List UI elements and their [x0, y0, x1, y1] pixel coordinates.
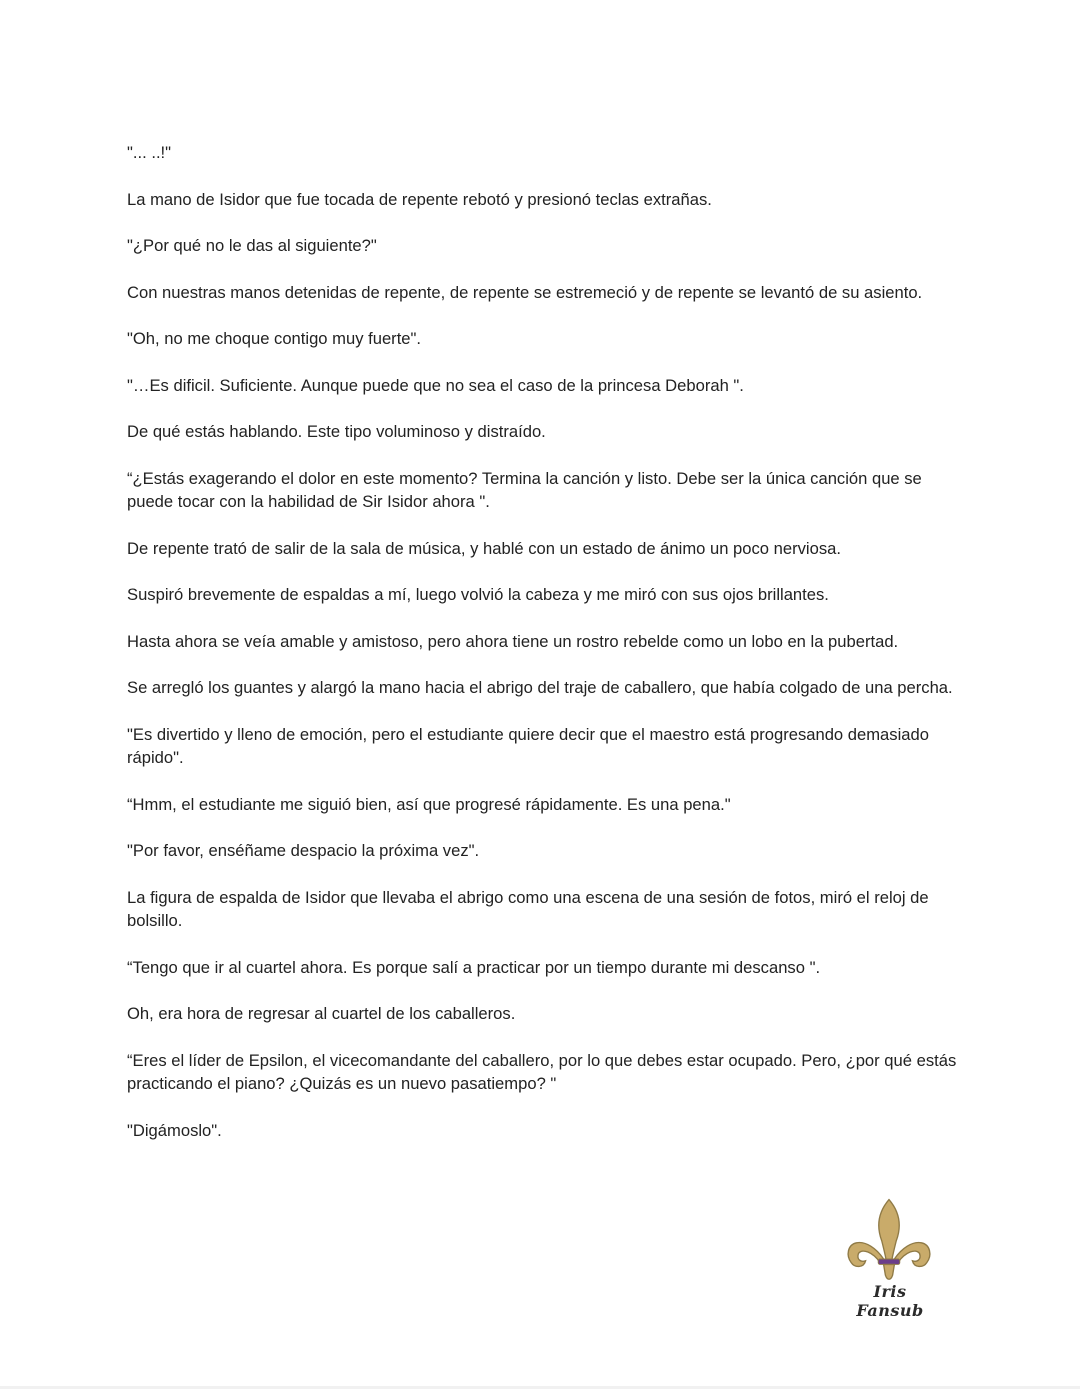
paragraph: "¿Por qué no le das al siguiente?" [127, 236, 377, 255]
paragraph: La mano de Isidor que fue tocada de repente rebotó y presionó teclas extrañas. [127, 189, 712, 209]
paragraph: "…Es dificil. Suficiente. Aunque puede que no sea el caso de la princesa Deborah ". [127, 375, 744, 395]
fleur-band [878, 1259, 900, 1264]
paragraph: "Oh, no me choque contigo muy fuerte". [127, 329, 422, 348]
paragraph: Se arregló los guantes y alargó la mano hacia el abrigo del traje de caballero, que había colgado de una percha. [127, 678, 953, 697]
paragraph: La figura de espalda de Isidor que llevaba el abrigo como una escena de una sesión de fotos, miró el reloj de bolsillo. [127, 887, 929, 930]
paragraph: Con nuestras manos detenidas de repente, de repente se estremeció y de repente se levantó de su asiento. [127, 282, 923, 302]
paragraph: Hasta ahora se veía amable y amistoso, pero ahora tiene un rostro rebelde como un lobo en la pubertad. [127, 631, 899, 651]
paragraph: “¿Estás exagerando el dolor en este momento? Termina la canción y listo. Debe ser la única canción que se puede tocar con la habilidad de Sir Isidor ahora ". [127, 468, 922, 511]
paragraph: Suspiró brevemente de espaldas a mí, luego volvió la cabeza y me miró con sus ojos brillantes. [127, 585, 829, 604]
paragraph: "... ..!" [127, 143, 172, 162]
paragraph: "Digámoslo". [127, 1120, 222, 1140]
paragraph: "Por favor, enséñame despacio la próxima vez". [127, 841, 480, 860]
paragraph: Oh, era hora de regresar al cuartel de los caballeros. [127, 1004, 516, 1023]
paragraph: "Es divertido y lleno de emoción, pero el estudiante quiere decir que el maestro está progresando demasiado rápido". [127, 724, 929, 767]
paragraph: De qué estás hablando. Este tipo voluminoso y distraído. [127, 422, 546, 441]
paragraph: “Eres el líder de Epsilon, el vicecomandante del caballero, por lo que debes estar ocupado. Pero, ¿por qué estás practicando el piano? ¿Quizás es un nuevo pasatiempo? " [127, 1050, 957, 1093]
fleur-de-lis-icon [844, 1196, 934, 1286]
fleur-center-petal [879, 1200, 899, 1261]
paragraph: “Hmm, el estudiante me siguió bien, así que progresé rápidamente. Es una pena." [127, 794, 731, 814]
iris-fansub-logo [838, 1196, 942, 1320]
document-body [127, 141, 957, 1165]
paragraph: De repente trató de salir de la sala de música, y hablé con un estado de ánimo un poco nerviosa. [127, 538, 841, 558]
fleur-stem [884, 1264, 895, 1279]
paragraph: “Tengo que ir al cuartel ahora. Es porque salí a practicar por un tiempo durante mi descanso ". [127, 957, 821, 977]
logo-caption: Iris Fansub [856, 1282, 924, 1320]
